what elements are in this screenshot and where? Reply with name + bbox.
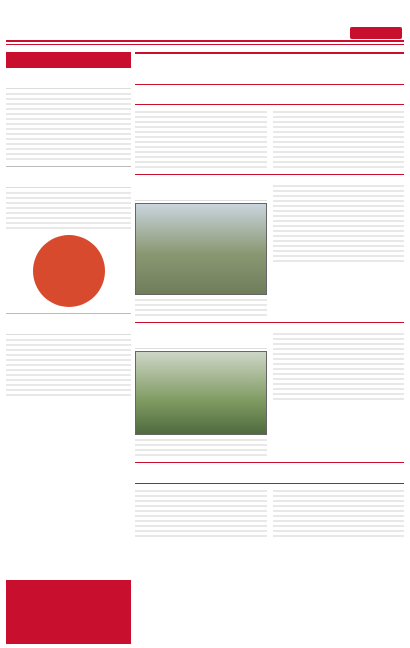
article-body: [273, 185, 405, 316]
article-headline: [135, 186, 267, 201]
top-banner: [135, 52, 404, 85]
article-headline: [135, 469, 404, 484]
article-body: [6, 192, 131, 229]
article-body: [6, 339, 131, 396]
greens-article: [135, 329, 267, 456]
section-divider: [135, 462, 404, 463]
article-body: [273, 333, 405, 456]
article-headline: [6, 74, 131, 89]
article-headline: [6, 320, 131, 335]
article-headline: [6, 173, 131, 188]
article-body: [135, 111, 267, 168]
header-rule: [6, 40, 404, 42]
greens-feature: [135, 329, 404, 456]
article-headline: [135, 90, 404, 105]
article-headline: [135, 334, 267, 349]
article-body: [135, 299, 267, 316]
article-body-row: [135, 486, 404, 537]
newspaper-logo: [350, 27, 402, 39]
section-title-tag: [6, 52, 131, 68]
article-body: [6, 93, 131, 160]
section-divider: [135, 174, 404, 175]
greens-photo: [135, 351, 267, 435]
mountain-photo: [135, 203, 267, 295]
header-rule-thin: [6, 44, 404, 45]
section-divider: [6, 166, 131, 167]
right-column: [135, 52, 404, 644]
left-column: [6, 52, 131, 644]
article-body-row: [135, 107, 404, 168]
section-divider: [135, 322, 404, 323]
article-body: [135, 439, 267, 456]
section-divider: [6, 313, 131, 314]
safety-slogan-banner: [6, 580, 131, 644]
mountain-feature: [135, 181, 404, 316]
article-body: [135, 490, 267, 537]
mountain-article: [135, 181, 267, 316]
safety-ad-graphic: [33, 235, 105, 307]
article-body: [273, 490, 405, 537]
article-body: [273, 111, 405, 168]
